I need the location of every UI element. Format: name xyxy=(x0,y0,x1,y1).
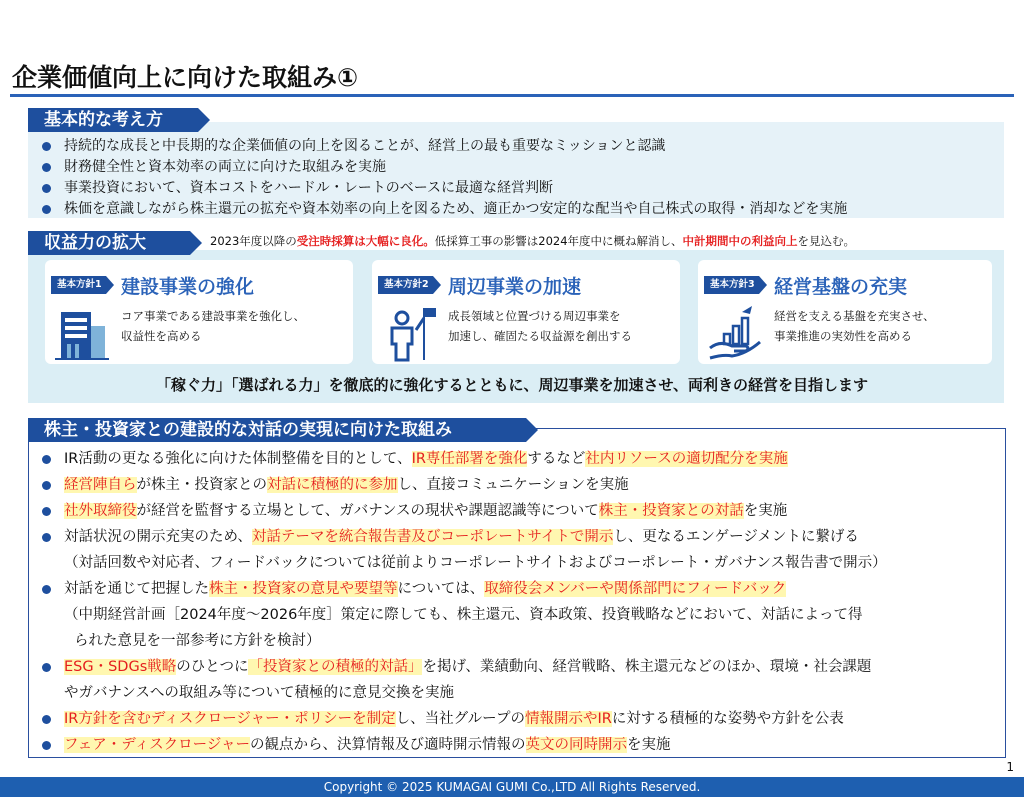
list-item: 対話を通じて把握した株主・投資家の意見や要望等については、取締役会メンバーや関係部門にフィードバック xyxy=(40,576,887,602)
policy-heading: 経営基盤の充実 xyxy=(774,276,908,298)
dialogue-list xyxy=(40,446,887,758)
page-title: 企業価値向上に向けた取組み① xyxy=(12,63,359,92)
copyright-footer: Copyright © 2025 KUMAGAI GUMI Co.,LTD All Rights Reserved. xyxy=(0,777,1024,797)
policy-heading: 建設事業の強化 xyxy=(121,276,255,298)
policy-card-2 xyxy=(372,260,680,364)
person-flag-icon xyxy=(380,304,438,362)
policy-badge: 基本方針1 xyxy=(51,276,106,294)
list-item-note: られた意見を一部参考に方針を検討） xyxy=(74,633,321,649)
list-item: 経営陣自らが株主・投資家との対話に積極的に参加し、直接コミュニケーションを実施 xyxy=(40,472,887,498)
policy-heading: 周辺事業の加速 xyxy=(448,276,582,298)
basic-policy-tag: 基本的な考え方 xyxy=(28,108,198,132)
policy-card-3 xyxy=(698,260,992,364)
list-item: IR活動の更なる強化に向けた体制整備を目的として、IR専任部署を強化するなど社内リソースの適切配分を実施 xyxy=(40,446,887,472)
list-item: 持続的な成長と中長期的な企業価値の向上を図ることが、経営上の最も重要なミッションと認識 xyxy=(40,136,847,157)
list-item: ESG・SDGs戦略のひとつに「投資家との積極的対話」を掲げ、業績動向、経営戦略、株主還元などのほか、環境・社会課題 xyxy=(40,654,887,680)
list-item: 対話状況の開示充実のため、対話テーマを統合報告書及びコーポレートサイトで開示し、更なるエンゲージメントに繋げる xyxy=(40,524,887,550)
list-item: フェア・ディスクロージャーの観点から、決算情報及び適時開示情報の英文の同時開示を実施 xyxy=(40,732,887,758)
policy-badge: 基本方針2 xyxy=(378,276,433,294)
list-item: 社外取締役が経営を監督する立場として、ガバナンスの現状や課題認識等について株主・投資家との対話を実施 xyxy=(40,498,887,524)
policy-badge: 基本方針3 xyxy=(704,276,759,294)
policy-description: コア事業である建設事業を強化し、 収益性を高める xyxy=(121,309,305,343)
list-item-note: やガバナンスへの取組み等について積極的に意見交換を実施 xyxy=(64,685,455,701)
list-item-note: （中期経営計画［2024年度～2026年度］策定に際しても、株主還元、資本政策、投資戦略などにおいて、対話によって得 xyxy=(64,607,863,623)
policy-card-1 xyxy=(45,260,353,364)
list-item: IR方針を含むディスクロージャー・ポリシーを制定し、当社グループの情報開示やIRに対する積極的な姿勢や方針を公表 xyxy=(40,706,887,732)
strategy-slogan: 「稼ぐ力」「選ばれる力」を徹底的に強化するとともに、周辺事業を加速させ、両利きの経営を目指します xyxy=(155,376,869,394)
list-item: 財務健全性と資本効率の両立に向けた取組みを実施 xyxy=(40,157,847,178)
page-number: 1 xyxy=(1006,760,1014,774)
list-item: 株価を意識しながら株主還元の拡充や資本効率の向上を図るため、適正かつ安定的な配当や自己株式の取得・消却などを実施 xyxy=(40,199,847,220)
profit-expansion-tag: 収益力の拡大 xyxy=(28,231,190,255)
profit-note: 2023年度以降の受注時採算は大幅に良化。低採算工事の影響は2024年度中に概ね解消し、中計期間中の利益向上を見込む。 xyxy=(210,234,856,248)
policy-description: 成長領域と位置づける周辺事業を 加速し、確固たる収益源を創出する xyxy=(448,309,632,343)
list-item-note: （対話回数や対応者、フィードバックについては従前よりコーポレートサイトおよびコーポレート・ガバナンス報告書で開示） xyxy=(64,555,887,571)
basic-policy-list xyxy=(40,136,847,220)
title-divider xyxy=(10,94,1014,97)
policy-description: 経営を支える基盤を充実させ、 事業推進の実効性を高める xyxy=(774,309,935,343)
hand-growth-icon xyxy=(706,304,764,362)
dialogue-tag: 株主・投資家との建設的な対話の実現に向けた取組み xyxy=(28,418,526,442)
list-item: 事業投資において、資本コストをハードル・レートのベースに最適な経営判断 xyxy=(40,178,847,199)
building-icon xyxy=(53,304,111,362)
